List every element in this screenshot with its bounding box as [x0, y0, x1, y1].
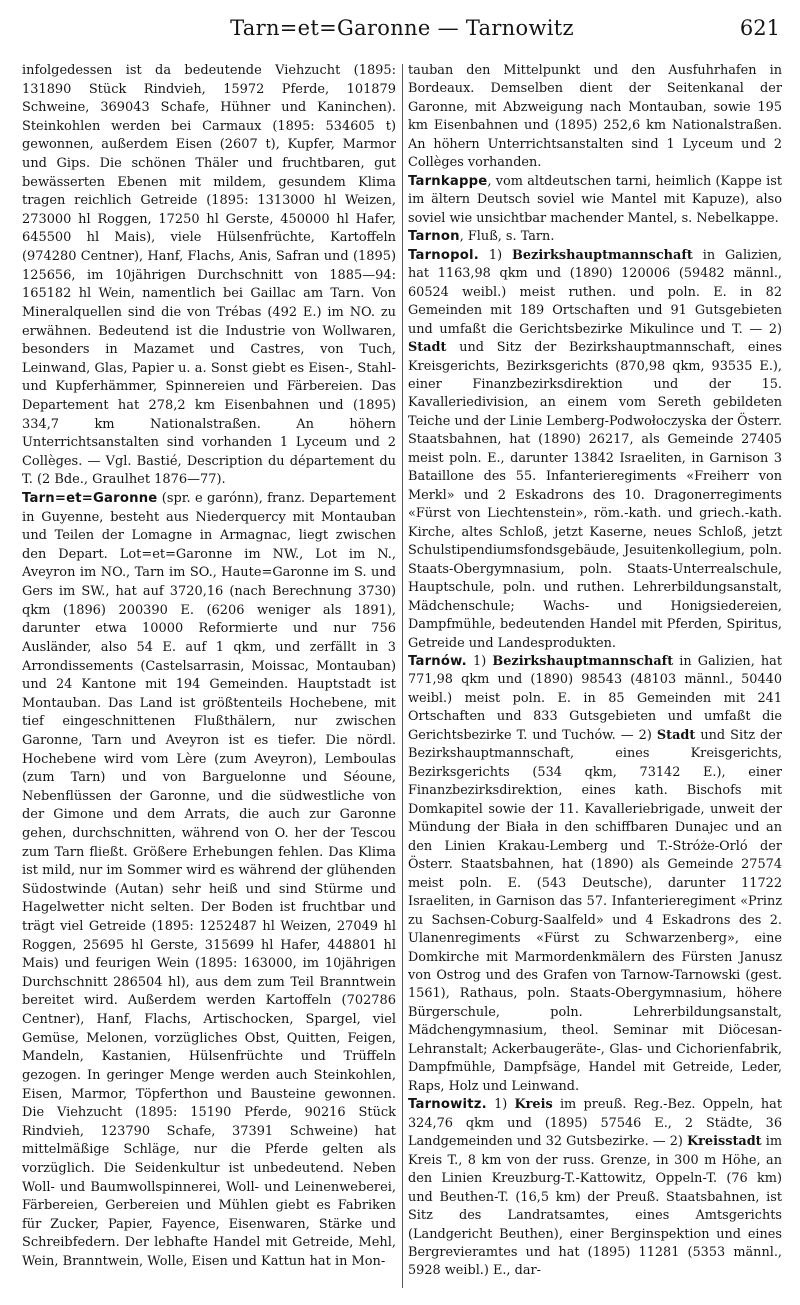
headword-tarn-et-garonne: Tarn=et=Garonne — [22, 491, 158, 507]
entry-tarn-et-garonne — [22, 490, 396, 1272]
entry-text: 1) — [486, 1097, 515, 1113]
entry-text: 1) — [466, 654, 493, 669]
headword-tarnopol: Tarnopol. — [408, 247, 479, 263]
entry-tarnon — [408, 228, 782, 246]
column-divider — [402, 64, 403, 1288]
running-title: Tarn=et=Garonne — Tarnowitz — [230, 16, 574, 40]
entry-text: in Galizien, hat 771,98 qkm und (1890) 98543 (48103 männl., 50440 weibl.) meist poln. E. in 85 Gemeinden mit 241 Ortschaften und 833 Gutsgebieten und umfaßt die Gerichtsbezirke T. und Tuchów. — 2) — [408, 654, 782, 743]
text-columns — [22, 62, 782, 1294]
right-column — [408, 62, 782, 1294]
entry-text: und Sitz der Bezirkshauptmannschaft, eines Kreisgerichts, Bezirksgerichts (534 qkm, 73142 E.), einer Finanzbezirksdirektion, eines kath. Bischofs mit Domkapitel sowie der 11. Kavalleriebrigade, unweit der Mündung der Biała in den schiffbaren Dunajec und an den Linien Krakau-Lemberg und T.-Stróże-Orló der Österr. Staatsbahnen, hat (1890) als Gemeinde 27574 meist poln. E. (543 Deutsche), darunter 11722 Israeliten, in Garnison das 57. Infanterieregiment «Prinz zu Sachsen-Coburg-Saalfeld» und 4 Eskadrons des 2. Ulanenregiments «Fürst zu Schwarzenberg», eine Domkirche mit Marmordenkmälern des Fürsten Janusz von Ostrog und des Grafen von Tarnow-Tarnowski (gest. 1561), Rathaus, poln. Staats-Obergymnasium, höhere Bürgerschule, poln. Lehrerbildungsanstalt, Mädchengymnasium, theol. Seminar mit Diöcesan-Lehranstalt; Ackerbaugeräte-, Glas- und Cichorienfabrik, Dampfmühle, Dampfsäge, Handel mit Getreide, Leder, Raps, Holz und Leinwand. — [408, 727, 782, 1094]
entry-text: (spr. e garónn), franz. Departement in Guyenne, besteht aus Niederquercy mit Montauban und Teilen der Lomagne in Armagnac, liegt zwischen den Depart. Lot=et=Garonne im NW., Lot im N., Aveyron im NO., Tarn im SO., Haute=Garonne im S. und Gers im SW., hat auf 3720,16 (nach Berechnung 3730) qkm (1896) 200390 E. (6206 weniger als 1891), darunter etwa 10000 Reformierte und nur 756 Ausländer, also 54 E. auf 1 qkm, und zerfällt in 3 Arrondissements (Castelsarrasin, Moissac, Montauban) und 24 Kantone mit 194 Gemeinden. Hauptstadt ist Montauban. Das Land ist größtenteils Hochebene, mit tief eingeschnittenen Flußthälern, nur zwischen Garonne, Tarn und Aveyron ist es tiefer. Die nördl. Hochebene wird vom Lère (zum Aveyron), Lemboulas (zum Tarn) und von Barguelonne und Séoune, Nebenflüssen der Garonne, und die südwestliche von der Gimone und dem Arrats, die auch zur Garonne gehen, durchschnitten, während von O. her der Tescou zum Tarn fließt. Größere Erhebungen fehlen. Das Klima ist mild, nur im Sommer wird es während der glühenden Südostwinde (Autan) sehr heiß und sind Stürme und Hagelwetter nicht selten. Der Boden ist fruchtbar und trägt viel Getreide (1895: 1252487 hl Weizen, 27049 hl Roggen, 25695 hl Gerste, 315699 hl Hafer, 448801 hl Mais) und feurigen Wein (1895: 163000, im 10jährigen Durchschnitt 286504 hl), aus dem zum Teil Branntwein bereitet wird. Außerdem werden Kartoffeln (702786 Centner), Hanf, Flachs, Artischocken, Spargel, viel Gemüse, Melonen, vorzügliches Obst, Quitten, Feigen, Mandeln, Kastanien, Hülsenfrüchte und Trüffeln gezogen. In geringer Menge werden auch Steinkohlen, Eisen, Marmor, Töpferthon und Bausteine gewonnen. Die Viehzucht (1895: 15190 Pferde, 90216 Stück Rindvieh, 123790 Schafe, 37391 Schweine) hat mittelmäßige Schläge, nur die Pferde gelten als vorzüglich. Die Seidenkultur ist unbedeutend. Neben Woll- und Baumwollspinnerei, Woll- und Leinenweberei, Färbereien, Gerbereien und Mühlen giebt es Fabriken für Zucker, Papier, Fayence, Eisenwaren, Stärke und Schreibfedern. Der lebhafte Handel mit Getreide, Mehl, Wein, Branntwein, Wolle, Eisen und Kattun hat in Mon- — [22, 491, 396, 1269]
entry-tarnopol — [408, 247, 782, 653]
entry-tarnowitz — [408, 1096, 782, 1281]
headword-tarnkappe: Tarnkappe — [408, 173, 488, 189]
headword-tarnon: Tarnon — [408, 229, 460, 245]
page-header — [24, 12, 780, 46]
entry-tarn-et-garonne-continued — [408, 62, 782, 173]
headword-tarnowitz: Tarnowitz. — [408, 1097, 487, 1113]
subhead-stadt: Stadt — [408, 340, 447, 356]
entry-tarnkappe — [408, 173, 782, 228]
left-column — [22, 62, 396, 1294]
entry-tarn-continued — [22, 62, 396, 490]
entry-text: , vom altdeutschen tarni, heimlich (Kappe ist im ältern Deutsch soviel wie Mantel mit Kapuze), also soviel wie unsichtbar machender Mantel, s. Nebelkappe. — [408, 173, 782, 226]
subhead-stadt: Stadt — [656, 727, 696, 743]
entry-tarnow — [408, 653, 782, 1096]
entry-text: tauban den Mittelpunkt und den Ausfuhrhafen in Bordeaux. Demselben dient der Seitenkanal der Garonne, mit Abzweigung nach Montauban, sowie 195 km Eisenbahnen und (1895) 252,6 km Nationalstraßen. An höhern Unterrichtsanstalten sind 1 Lyceum und 2 Collèges vorhanden. — [408, 63, 782, 171]
subhead-kreisstadt: Kreisstadt — [687, 1134, 762, 1150]
headword-tarnow: Tarnów. — [408, 654, 467, 669]
entry-text: im Kreis T., 8 km von der russ. Grenze, in 300 m Höhe, an den Linien Kreuzburg-T.-Kattowitz, Oppeln-T. (76 km) und Beuthen-T. (16,5 km) der Preuß. Staatsbahnen, ist Sitz des Landratsamtes, eines Amtsgerichts (Landgericht Beuthen), einer Berginspektion und eines Bergrevieramtes und hat (1895) 11281 (5353 männl., 5928 weibl.) E., dar- — [408, 1134, 782, 1279]
page-number: 621 — [739, 16, 780, 40]
entry-text: 1) — [478, 247, 513, 263]
entry-text: in Galizien, hat 1163,98 qkm und (1890) 120006 (59482 männl., 60524 weibl.) meist ruthen. und poln. E. in 82 Gemeinden mit 189 Ortschaften und 91 Gutsgebieten und umfaßt die Gerichtsbezirke Mikulince und T. — 2) — [408, 247, 782, 337]
entry-text: infolgedessen ist da bedeutende Viehzucht (1895: 131890 Stück Rindvieh, 15972 Pferde, 101879 Schweine, 369043 Schafe, Hühner und Kaninchen). Steinkohlen werden bei Carmaux (1895: 534605 t) gewonnen, außerdem Eisen (2607 t), Kupfer, Marmor und Gips. Die schönen Thäler und fruchtbaren, gut bewässerten Ebenen mit mildem, gesundem Klima tragen reichlich Getreide (1895: 1313000 hl Weizen, 273000 hl Roggen, 17250 hl Gerste, 450000 hl Hafer, 645500 hl Mais), viele Hülsenfrüchte, Kartoffeln (974280 Centner), Hanf, Flachs, Anis, Safran und (1895) 125656, im 10jährigen Durchschnitt von 1885—94: 165182 hl Wein, namentlich bei Gaillac am Tarn. Von Mineralquellen sind die von Trébas (492 E.) im NO. zu erwähnen. Bedeutend ist die Industrie von Wollwaren, besonders in Mazamet und Castres, von Tuch, Leinwand, Glas, Papier u. a. Sonst giebt es Eisen-, Stahl- und Kupferhämmer, Spinnereien und Färbereien. Das Departement hat 278,2 km Eisenbahnen und (1895) 334,7 km Nationalstraßen. An höhern Unterrichtsanstalten sind vorhanden 1 Lyceum und 2 Collèges. — Vgl. Bastié, Description du département du T. (2 Bde., Graulhet 1876—77). — [22, 63, 396, 488]
entry-text: und Sitz der Bezirkshauptmannschaft, eines Kreisgerichts, Bezirksgerichts (870,98 qkm, 93535 E.), einer Finanzbezirksdirektion und der 15. Kavalleriedivision, an einem vom Sereth gebildeten Teiche und der Linie Lemberg-Podwołoczyska der Österr. Staatsbahnen, hat (1890) 26217, als Gemeinde 27405 meist poln. E., darunter 13842 Israeliten, in Garnison 3 Bataillone des 55. Infanterieregiments «Freiherr von Merkl» und 2 Eskadrons des 10. Dragonerregiments «Fürst von Liechtenstein», röm.-kath. und griech.-kath. Kirche, altes Schloß, jetzt Kaserne, neues Schloß, jetzt Schulstipendiumsfondsgebäude, Jesuitenkollegium, poln. Staats-Obergymnasium, poln. Staats-Unterrealschule, Hauptschule, poln. und ruthen. Lehrerbildungsanstalt, Mädchenschule; Wachs- und Honigsiedereien, Dampfmühle, bedeutenden Handel mit Pferden, Spiritus, Getreide und Landesprodukten. — [408, 340, 782, 651]
subhead-bezirkshauptmannschaft: Bezirkshauptmannschaft — [512, 247, 693, 263]
entry-text: , Fluß, s. Tarn. — [459, 229, 555, 245]
subhead-kreis: Kreis — [514, 1097, 553, 1113]
entry-text: im preuß. Reg.-Bez. Oppeln, hat 324,76 qkm und (1895) 57546 E., 2 Städte, 36 Landgemeinden und 32 Gutsbezirke. — 2) — [408, 1097, 782, 1150]
subhead-bezirkshauptmannschaft: Bezirkshauptmannschaft — [492, 654, 674, 669]
